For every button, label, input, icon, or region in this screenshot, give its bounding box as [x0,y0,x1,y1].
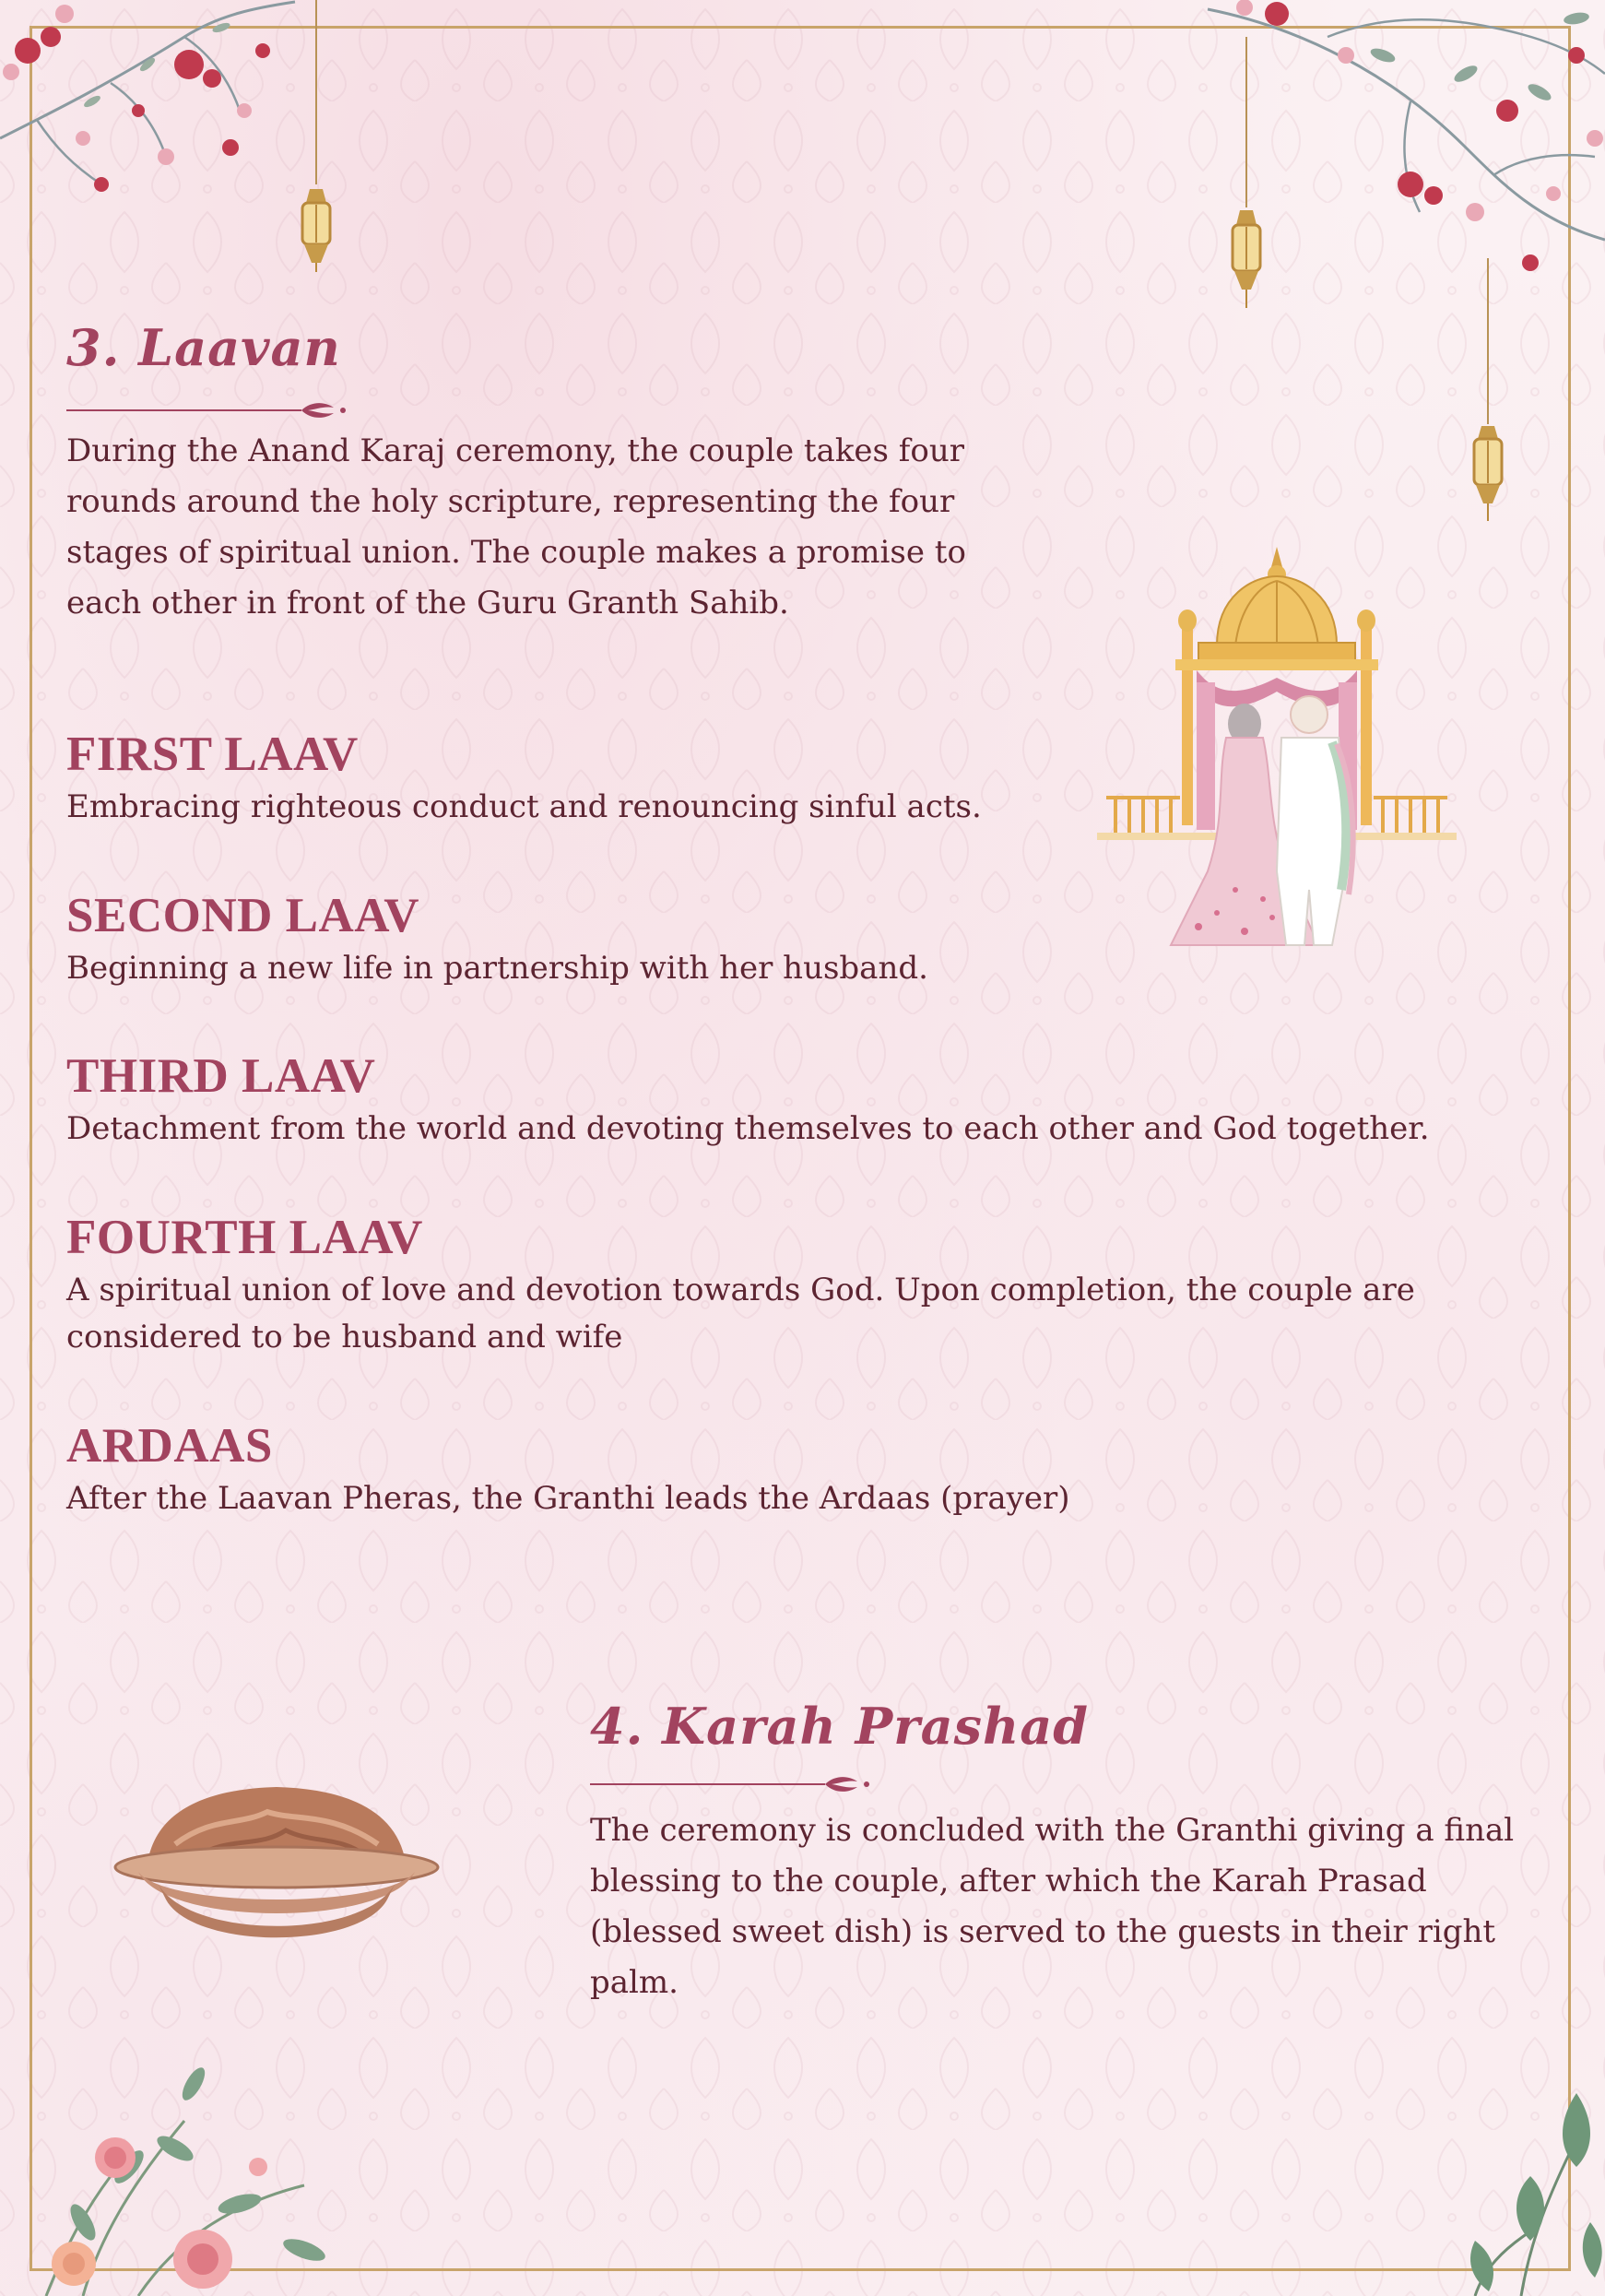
ornamental-divider-icon [66,396,352,424]
hanging-lantern-icon [293,0,339,277]
ornamental-divider-icon [590,1770,876,1798]
second-laav-text: Beginning a new life in partnership with her husband. [66,950,928,987]
floral-branch-top-left-illustration [0,0,313,231]
ardaas-text: After the Laavan Pheras, the Granthi leads the Ardaas (prayer) [66,1480,1070,1517]
laavan-intro-paragraph: During the Anand Karaj ceremony, the couple takes four rounds around the holy scripture, representing the four stages of spiritual union. The couple makes a promise to each other in front of the Guru Granth Sahib. [66,432,966,621]
karah-prashad-title: 4. Karah Prashad [590,1697,1090,1756]
third-laav-text: Detachment from the world and devoting themselves to each other and God together. [66,1110,1430,1147]
fourth-laav-text: A spiritual union of love and devotion towards God. Upon completion, the couple are considered to be husband and wife [66,1272,1415,1355]
laavan-title: 3. Laavan [66,318,341,377]
fourth-laav-heading: FOURTH LAAV [66,1211,423,1264]
first-laav-text: Embracing righteous conduct and renouncing sinful acts. [66,788,982,825]
hanging-lantern-icon [1223,0,1269,314]
hanging-lantern-icon [1465,0,1511,526]
second-laav-heading: SECOND LAAV [66,889,419,942]
couple-palki-illustration [1088,539,1466,964]
karah-prashad-bowl-illustration [111,1770,443,1955]
third-laav-heading: THIRD LAAV [66,1049,376,1103]
ardaas-heading: ARDAAS [66,1419,273,1473]
karah-prashad-paragraph: The ceremony is concluded with the Granthi giving a final blessing to the couple, after which the Karah Prasad (blessed sweet dish) is served to the guests in their right palm. [590,1812,1515,2001]
first-laav-heading: FIRST LAAV [66,728,359,781]
foliage-bottom-right-illustration [1420,2084,1605,2296]
roses-bottom-left-illustration [28,2065,415,2296]
